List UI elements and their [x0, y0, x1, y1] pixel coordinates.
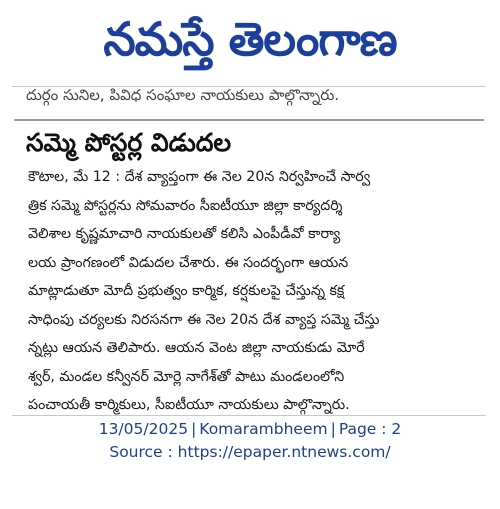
- caption-separator: |: [191, 420, 197, 438]
- body-line-4: లయ ప్రాంగణంలో విడుదల చేశారు. ఈ సందర్భంగా ఆయన: [28, 254, 349, 271]
- previous-article-tail: దుర్గం సునిల, పివిధ సంఘాల నాయకులు పాల్గొన్నారు.: [26, 86, 340, 104]
- masthead: [0, 0, 500, 82]
- caption-source[interactable]: Source : https://epaper.ntnews.com/: [109, 443, 391, 461]
- caption-page: Page : 2: [338, 420, 402, 438]
- body-line-5: మాట్లాడుతూ మోదీ ప్రభుత్వం కార్మిక, కర్షకులపై చేస్తున్న కక్ష: [28, 283, 345, 299]
- body-line-8: శ్వర్, మండల కన్వీనర్ మోర్లె నాగేశ్‌తో పాటు మండలంలోని: [28, 368, 345, 385]
- body-line-7: న్నట్లు ఆయన తెలిపారు. ఆయన వెంట జిల్లా నాయకుడు మోరే: [28, 340, 365, 356]
- body-line-6: సాధింపు చర్యలకు నిరసనగా ఈ నెల 20న దేశ వ్యాప్త సమ్మె చేస్తు: [28, 311, 380, 328]
- caption-edition: Komarambheem: [199, 420, 328, 438]
- caption-separator: |: [330, 420, 336, 438]
- caption-date: 13/05/2025: [98, 420, 189, 438]
- article-body: [28, 163, 472, 416]
- column-divider: [14, 119, 484, 121]
- body-line-3: వెలిశాల కృష్ణమాచారి నాయకులతో కలిసి ఎంపీడీవో కార్యా: [28, 226, 341, 242]
- body-line-9: పంచాయతీ కార్మికులు, సీఐటీయూ నాయకులు పాల్గొన్నారు.: [28, 397, 350, 413]
- body-line-2: త్రిక సమ్మె పోస్టర్లను సోమవారం సీఐటీయూ జిల్లా కార్యదర్శి: [28, 197, 343, 214]
- caption-meta: [0, 420, 500, 438]
- news-clipping: [12, 86, 486, 416]
- article-headline: సమ్మె పోస్టర్ల విడుదల: [26, 128, 232, 157]
- masthead-title: నమస్తే తెలంగాణ: [103, 12, 397, 66]
- body-line-1: కౌటాల, మే 12 : దేశ వ్యాప్తంగా ఈ నెల 20న నిర్వహించే సార్వ: [28, 169, 371, 185]
